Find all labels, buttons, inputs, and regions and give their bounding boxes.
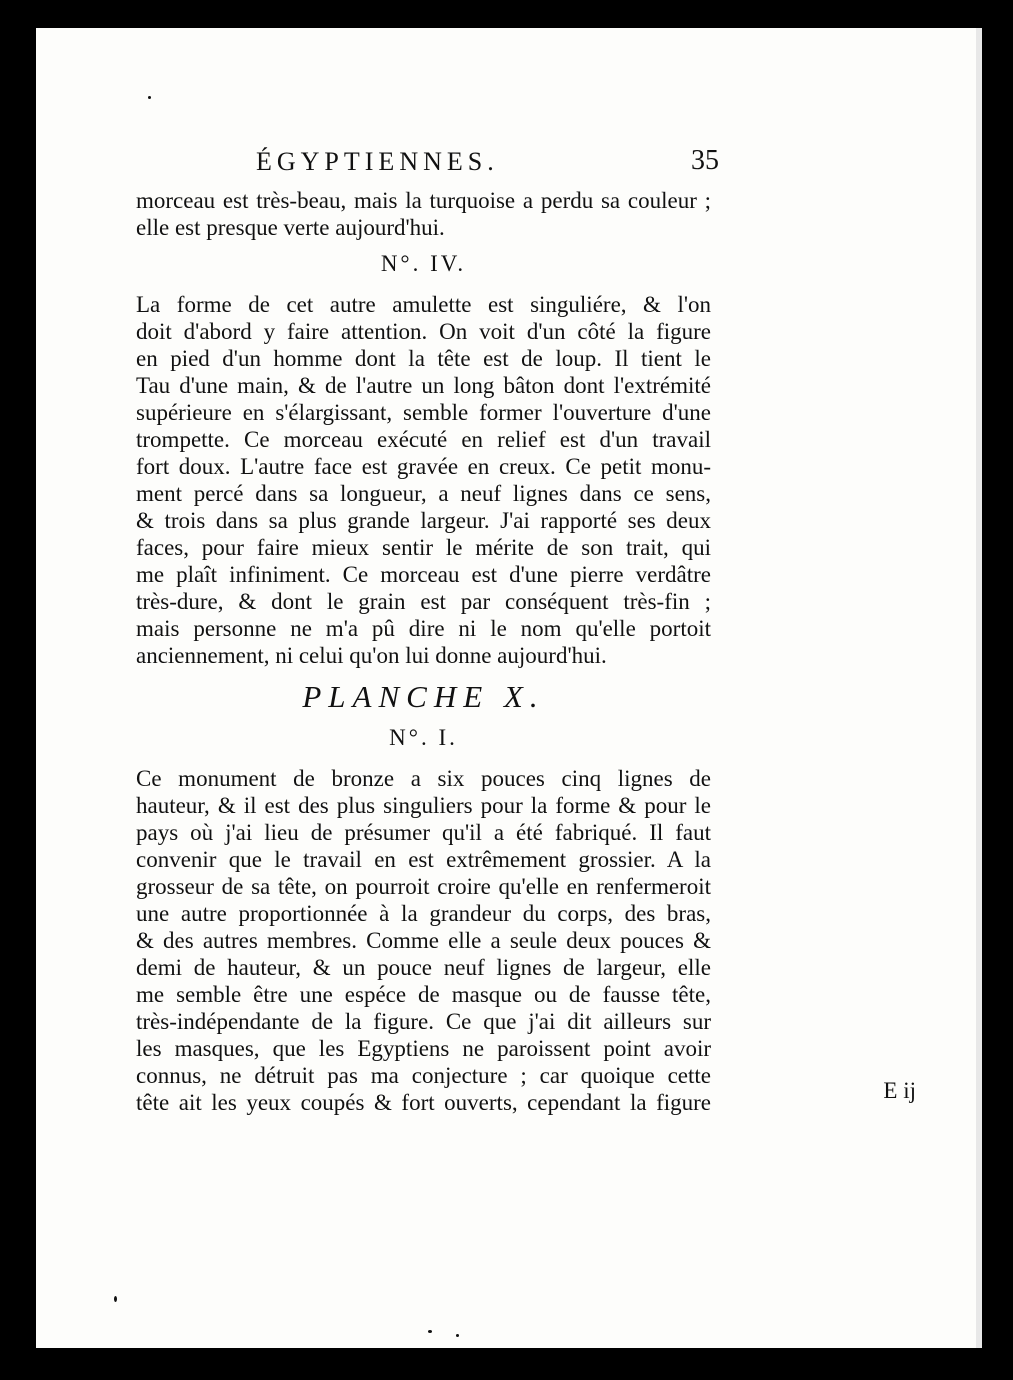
text-line: connus, ne détruit pas ma conjecture ; car quoique cette bbox=[136, 1063, 711, 1088]
text-line: pays où j'ai lieu de présumer qu'il a été fabriqué. Il faut bbox=[136, 820, 711, 845]
paragraph-amulet bbox=[136, 291, 711, 669]
text-line: faces, pour faire mieux sentir le mérite de son trait, qui bbox=[136, 535, 711, 560]
text-line: une autre proportionnée à la grandeur du corps, des bras, bbox=[136, 901, 711, 926]
speck-mark bbox=[148, 96, 151, 99]
page-number: 35 bbox=[691, 145, 719, 176]
plate-heading: PLANCHE X. bbox=[302, 679, 545, 714]
text-line: convenir que le travail en est extrêmement grossier. A la bbox=[136, 847, 711, 872]
text-line: les masques, que les Egyptiens ne paroissent point avoir bbox=[136, 1036, 711, 1061]
section-heading-i: N°. I. bbox=[389, 725, 458, 750]
text-line: hauteur, & il est des plus singuliers pour la forme & pour le bbox=[136, 793, 711, 818]
text-line: doit d'abord y faire attention. On voit d'un côté la figure bbox=[136, 319, 711, 344]
text-line: très-dure, & dont le grain est par conséquent très-fin ; bbox=[136, 589, 711, 614]
text-line: anciennement, ni celui qu'on lui donne aujourd'hui. bbox=[136, 643, 607, 668]
text-line: mais personne ne m'a pû dire ni le nom qu'elle portoit bbox=[136, 616, 711, 641]
text-line: & des autres membres. Comme elle a seule deux pouces & bbox=[136, 928, 711, 953]
text-block bbox=[136, 143, 719, 1116]
text-line: Ce monument de bronze a six pouces cinq lignes de bbox=[136, 766, 711, 791]
text-line: me semble être une espéce de masque ou de fausse tête, bbox=[136, 982, 711, 1007]
speck-mark bbox=[428, 1330, 432, 1333]
running-title: ÉGYPTIENNES. bbox=[256, 147, 499, 176]
speck-mark bbox=[114, 1296, 117, 1302]
paragraph-bronze bbox=[136, 765, 711, 1116]
text-line: & trois dans sa plus grande largeur. J'ai rapporté ses deux bbox=[136, 508, 711, 533]
book-page bbox=[36, 28, 982, 1348]
running-head bbox=[136, 143, 719, 187]
text-line: supérieure en s'élargissant, semble former l'ouverture d'une bbox=[136, 400, 711, 425]
text-line: ment percé dans sa longueur, a neuf lignes dans ce sens, bbox=[136, 481, 711, 506]
text-line: elle est presque verte aujourd'hui. bbox=[136, 215, 445, 240]
text-line: grosseur de sa tête, on pourroit croire qu'elle en renfermeroit bbox=[136, 874, 711, 899]
text-line: me plaît infiniment. Ce morceau est d'une pierre verdâtre bbox=[136, 562, 711, 587]
text-line: en pied d'un homme dont la tête est de loup. Il tient le bbox=[136, 346, 711, 371]
paragraph-continuation bbox=[136, 187, 711, 241]
text-line: demi de hauteur, & un pouce neuf lignes de largeur, elle bbox=[136, 955, 711, 980]
section-heading-iv: N°. IV. bbox=[380, 251, 467, 276]
text-line: trompette. Ce morceau exécuté en relief est d'un travail bbox=[136, 427, 711, 452]
speck-mark bbox=[456, 1334, 459, 1337]
text-line: tête ait les yeux coupés & fort ouverts, cependant la figure bbox=[136, 1090, 711, 1115]
text-line: Tau d'une main, & de l'autre un long bâton dont l'extrémité bbox=[136, 373, 711, 398]
text-line: fort doux. L'autre face est gravée en creux. Ce petit monu- bbox=[136, 454, 711, 479]
text-line: morceau est très-beau, mais la turquoise a perdu sa couleur ; bbox=[136, 188, 711, 213]
text-line: très-indépendante de la figure. Ce que j'ai dit ailleurs sur bbox=[136, 1009, 711, 1034]
text-line: La forme de cet autre amulette est singuliére, & l'on bbox=[136, 292, 711, 317]
signature-mark: E ij bbox=[883, 1078, 916, 1103]
